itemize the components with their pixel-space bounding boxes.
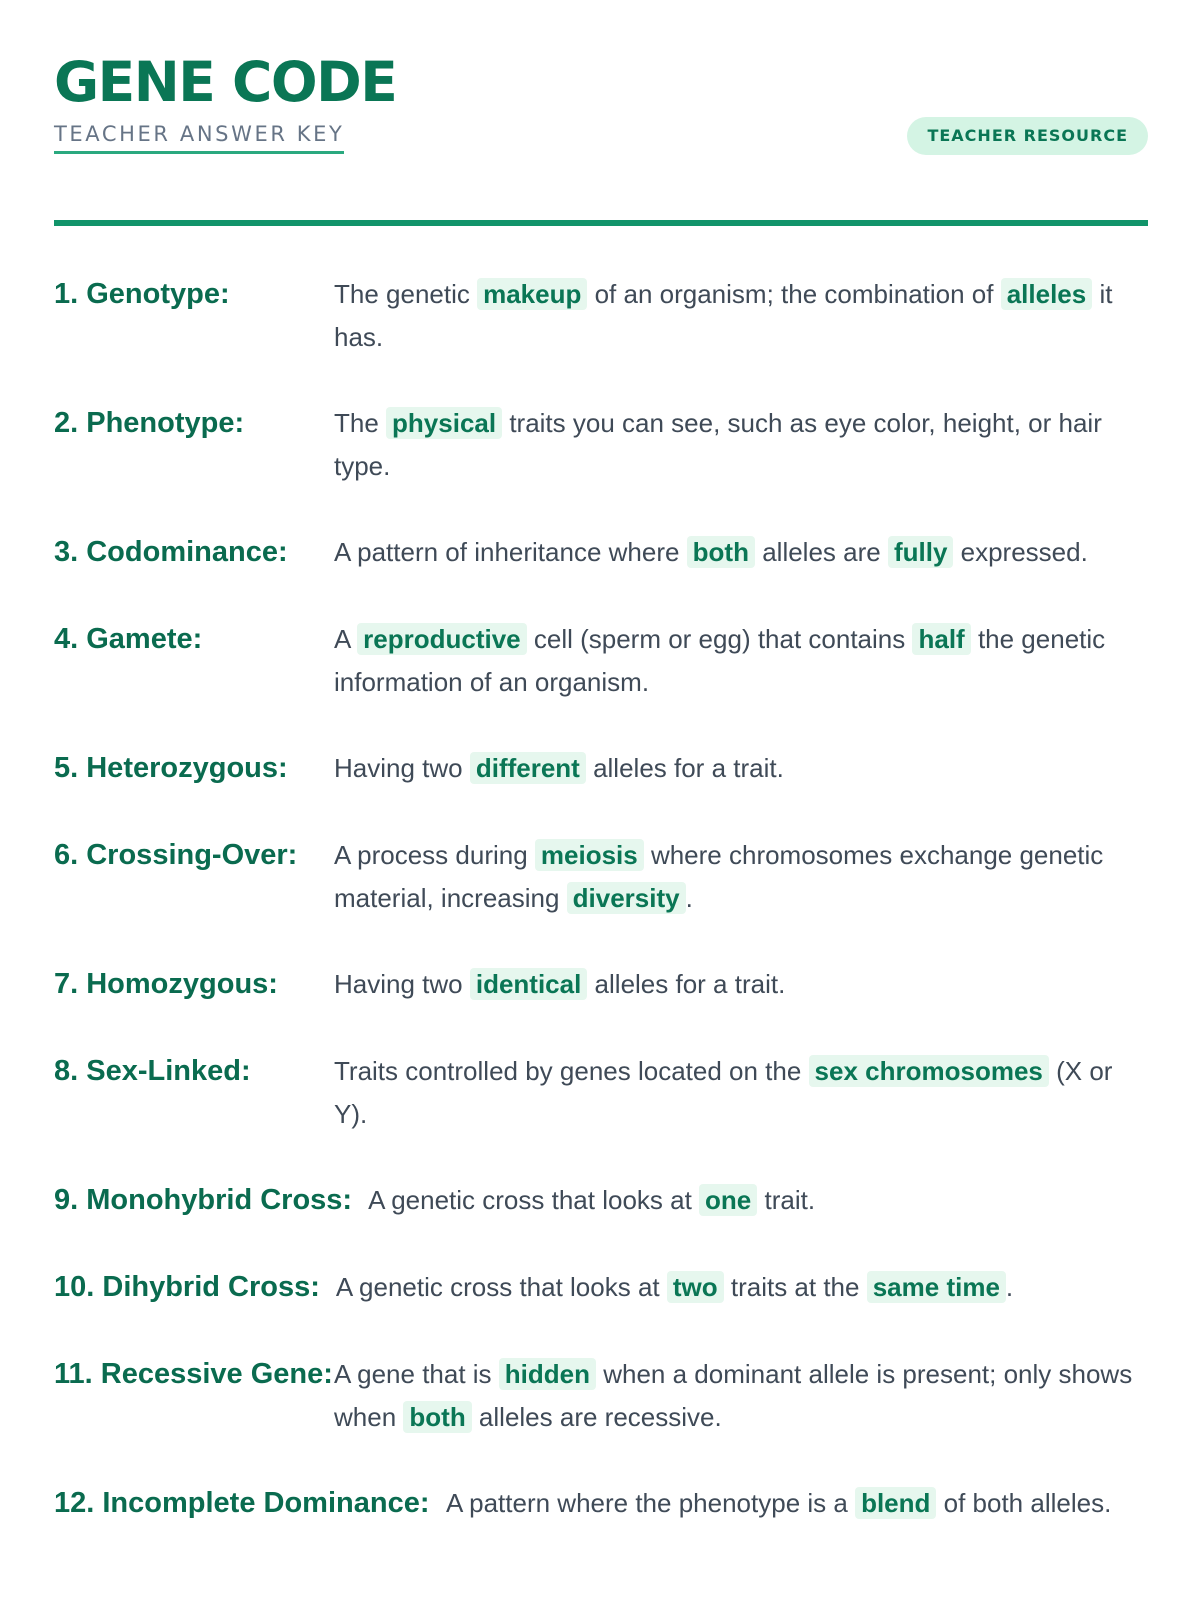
term-row — [54, 1049, 1148, 1136]
term-row — [54, 401, 1148, 488]
definition-text: Having two — [334, 753, 470, 783]
definition-text: where chromosomes exchange genetic material, increasing — [334, 840, 1104, 913]
definition-text: alleles for a trait. — [587, 969, 786, 999]
term-list — [54, 272, 1148, 1568]
worksheet-title: GENE CODE — [54, 50, 397, 114]
term-definition — [334, 401, 1148, 488]
term-label: 12. Incomplete Dominance: — [54, 1487, 430, 1519]
term-definition — [334, 530, 1148, 574]
definition-text: expressed. — [953, 537, 1088, 567]
term-row — [54, 617, 1148, 704]
term-definition — [334, 833, 1148, 920]
answer-highlight: fully — [888, 536, 953, 568]
term-definition — [334, 272, 1148, 359]
term-row — [54, 746, 1148, 791]
term-definition — [334, 962, 1148, 1006]
definition-text: of an organism; the combination of — [587, 279, 1001, 309]
term-label: 5. Heterozygous: — [54, 752, 288, 784]
definition-text: The genetic — [334, 279, 478, 309]
definition-text: A — [334, 624, 358, 654]
definition-text: A genetic cross that looks at — [335, 1272, 667, 1302]
definition-text: it has. — [334, 279, 1113, 352]
answer-highlight: meiosis — [535, 839, 644, 871]
term-row — [54, 1178, 1148, 1223]
term-label: 9. Monohybrid Cross: — [54, 1184, 353, 1216]
definition-text: trait. — [757, 1185, 816, 1215]
term-definition — [334, 1049, 1148, 1136]
answer-highlight: sex chromosomes — [809, 1055, 1049, 1087]
definition-text: . — [1005, 1272, 1014, 1302]
term-row — [54, 962, 1148, 1007]
definition-text: of both alleles. — [936, 1488, 1112, 1518]
definition-text: Traits controlled by genes located on the — [334, 1056, 809, 1086]
definition-text: A pattern where the phenotype is a — [446, 1488, 856, 1518]
term-definition — [336, 1265, 1148, 1309]
definition-text: alleles for a trait. — [585, 753, 784, 783]
definition-text: the genetic information of an organism. — [334, 624, 1106, 697]
term-label: 4. Gamete: — [54, 623, 203, 655]
definition-text: A genetic cross that looks at — [368, 1185, 700, 1215]
worksheet-subtitle: TEACHER ANSWER KEY — [54, 122, 344, 154]
definition-text: traits at the — [723, 1272, 867, 1302]
term-definition — [446, 1481, 1148, 1525]
term-definition — [334, 1352, 1148, 1439]
answer-highlight: reproductive — [357, 623, 527, 655]
definition-text: (X or Y). — [334, 1056, 1113, 1129]
answer-highlight: both — [403, 1401, 471, 1433]
term-definition — [334, 617, 1148, 704]
answer-highlight: same time — [867, 1271, 1006, 1303]
teacher-resource-badge: TEACHER RESOURCE — [907, 117, 1148, 155]
definition-text: The — [334, 408, 387, 438]
answer-highlight: different — [470, 752, 586, 784]
worksheet-header — [54, 0, 1148, 228]
term-row — [54, 1481, 1148, 1526]
term-label: 1. Genotype: — [54, 278, 230, 310]
term-label: 8. Sex-Linked: — [54, 1055, 251, 1087]
definition-text: A gene that is — [334, 1359, 499, 1389]
header-divider — [54, 220, 1148, 226]
term-label: 7. Homozygous: — [54, 968, 278, 1000]
answer-highlight: half — [912, 623, 970, 655]
term-label: 6. Crossing-Over: — [54, 839, 298, 871]
answer-highlight: diversity — [567, 882, 686, 914]
term-row — [54, 833, 1148, 920]
term-definition — [334, 746, 1148, 790]
answer-highlight: hidden — [499, 1358, 596, 1390]
definition-text: alleles are — [754, 537, 888, 567]
term-label: 11. Recessive Gene: — [54, 1358, 333, 1390]
answer-highlight: blend — [855, 1487, 936, 1519]
definition-text: traits you can see, such as eye color, height, or hair type. — [334, 408, 1102, 481]
worksheet-page — [54, 0, 1148, 1600]
term-label: 10. Dihybrid Cross: — [54, 1271, 320, 1303]
answer-highlight: two — [667, 1271, 724, 1303]
term-row — [54, 1352, 1148, 1439]
definition-text: Having two — [334, 969, 470, 999]
answer-highlight: alleles — [1001, 278, 1093, 310]
term-definition — [368, 1178, 1148, 1222]
definition-text: cell (sperm or egg) that contains — [526, 624, 913, 654]
definition-text: . — [685, 883, 693, 913]
term-row — [54, 1265, 1148, 1310]
answer-highlight: both — [687, 536, 755, 568]
definition-text: alleles are recessive. — [471, 1402, 722, 1432]
term-row — [54, 530, 1148, 575]
answer-highlight: identical — [470, 968, 587, 1000]
answer-highlight: physical — [386, 407, 502, 439]
definition-text: A process during — [334, 840, 535, 870]
answer-highlight: makeup — [477, 278, 587, 310]
term-label: 2. Phenotype: — [54, 407, 245, 439]
definition-text: when a dominant allele is present; only shows when — [334, 1359, 1133, 1432]
answer-highlight: one — [699, 1184, 757, 1216]
term-row — [54, 272, 1148, 359]
definition-text: A pattern of inheritance where — [334, 537, 687, 567]
term-label: 3. Codominance: — [54, 536, 288, 568]
